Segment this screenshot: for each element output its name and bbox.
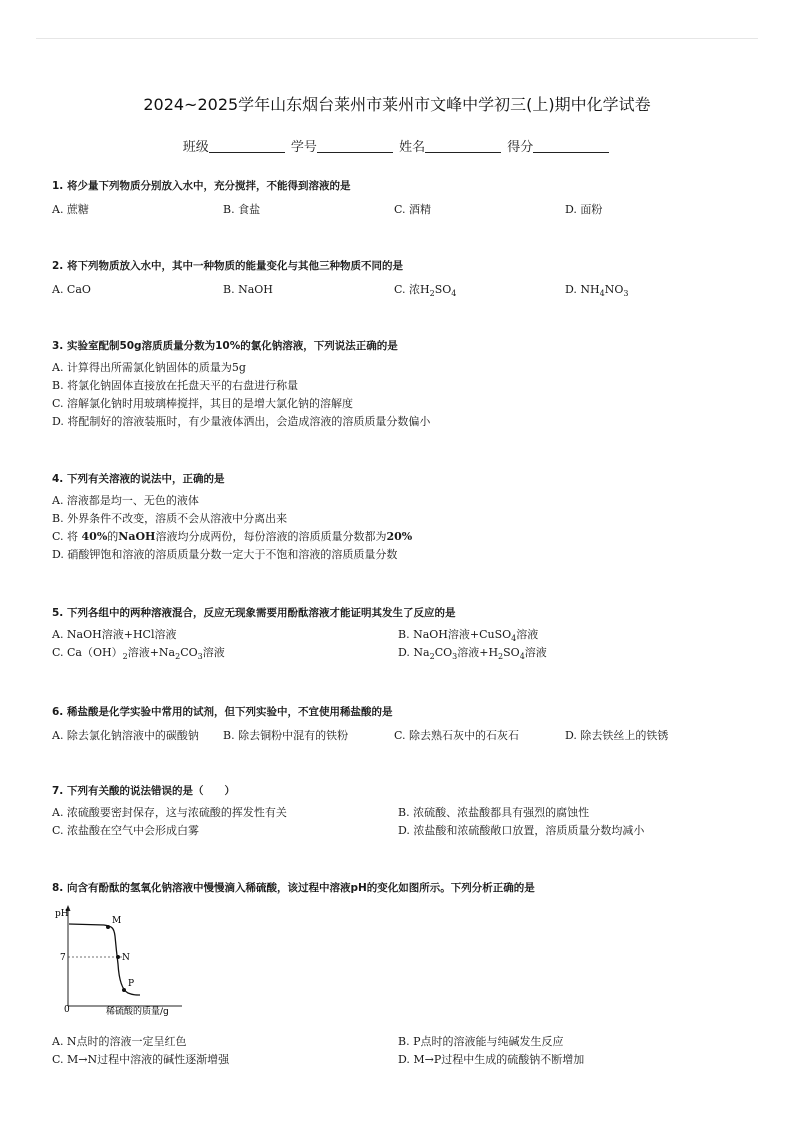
option-b[interactable]: B. 食盐 bbox=[223, 203, 261, 216]
question-stem: 3. 实验室配制50g溶质质量分数为10%的氯化钠溶液，下列说法正确的是 bbox=[52, 340, 398, 352]
y-axis-label: pH bbox=[55, 909, 69, 919]
number-label: 学号 bbox=[290, 140, 317, 155]
option-d[interactable]: D. M→P过程中生成的硫酸钠不断增加 bbox=[398, 1053, 585, 1066]
option-b[interactable]: B. P点时的溶液能与纯碱发生反应 bbox=[398, 1035, 564, 1048]
option-text: 溶液 bbox=[524, 646, 547, 659]
option-c[interactable]: C. 除去熟石灰中的石灰石 bbox=[394, 729, 520, 742]
option-text: 溶液 bbox=[202, 646, 225, 659]
option-text: 溶液+Na bbox=[127, 646, 176, 659]
class-label: 班级 bbox=[182, 140, 209, 155]
option-c[interactable]: C. 溶解氯化钠时用玻璃棒搅拌，其目的是增大氯化钠的溶解度 bbox=[52, 397, 354, 410]
score-label: 得分 bbox=[507, 140, 534, 155]
point-p bbox=[122, 988, 126, 992]
origin-label: 0 bbox=[64, 1005, 70, 1015]
page-title: 2024~2025学年山东烟台莱州市莱州市文峰中学初三(上)期中化学试卷 bbox=[143, 95, 651, 114]
option-text: D. NH bbox=[565, 283, 600, 296]
option-text: NO bbox=[604, 283, 624, 296]
question-stem: 8. 向含有酚酞的氢氧化钠溶液中慢慢滴入稀硫酸，该过程中溶液pH的变化如图所示。下列分析正确的是 bbox=[52, 882, 535, 894]
option-a[interactable]: A. 浓硫酸要密封保存，这与浓硫酸的挥发性有关 bbox=[52, 806, 287, 819]
question-2 bbox=[52, 258, 754, 298]
option-c[interactable]: C. 酒精 bbox=[394, 203, 432, 216]
point-n-label: N bbox=[122, 953, 130, 963]
ph-curve-graph bbox=[52, 902, 192, 1020]
bold-text: 20% bbox=[386, 530, 413, 543]
options bbox=[52, 359, 754, 431]
question-7 bbox=[52, 783, 754, 840]
option-b[interactable]: B. 除去铜粉中混有的铁粉 bbox=[223, 729, 349, 742]
question-stem: 7. 下列有关酸的说法错误的是（ ） bbox=[52, 785, 235, 797]
option-text: D. Na bbox=[398, 646, 430, 659]
option-text: CO bbox=[180, 646, 198, 659]
options bbox=[52, 626, 754, 662]
option-a[interactable]: A. CaO bbox=[52, 283, 91, 296]
bold-text: NaOH bbox=[118, 530, 156, 543]
question-stem: 5. 下列各组中的两种溶液混合，反应无现象需要用酚酞溶液才能证明其发生了反应的是 bbox=[52, 607, 456, 619]
option-c[interactable] bbox=[52, 528, 754, 546]
question-6 bbox=[52, 704, 754, 744]
option-a[interactable]: A. 除去氯化钠溶液中的碳酸钠 bbox=[52, 729, 199, 742]
question-stem: 6. 稀盐酸是化学实验中常用的试剂，但下列实验中，不宜使用稀盐酸的是 bbox=[52, 706, 393, 718]
subscript: 3 bbox=[623, 289, 629, 298]
question-5 bbox=[52, 605, 754, 662]
subscript: 2 bbox=[122, 652, 128, 661]
subscript: 3 bbox=[452, 652, 458, 661]
option-text: C. Ca（OH） bbox=[52, 646, 123, 659]
option-text: SO bbox=[434, 283, 452, 296]
tick-7-label: 7 bbox=[60, 953, 66, 963]
header-rule bbox=[36, 38, 758, 39]
option-a[interactable]: A. N点时的溶液一定呈红色 bbox=[52, 1035, 187, 1048]
option-d[interactable] bbox=[565, 282, 736, 298]
point-m-label: M bbox=[112, 916, 122, 926]
class-blank[interactable] bbox=[209, 140, 285, 153]
question-8 bbox=[52, 880, 754, 896]
option-b[interactable]: B. 将氯化钠固体直接放在托盘天平的右盘进行称量 bbox=[52, 379, 299, 392]
option-b[interactable]: B. NaOH bbox=[223, 283, 273, 296]
option-text: 溶液+H bbox=[457, 646, 499, 659]
subscript: 2 bbox=[175, 652, 181, 661]
bold-text: 40% bbox=[81, 530, 108, 543]
student-info bbox=[0, 136, 794, 155]
point-p-label: P bbox=[128, 979, 135, 989]
question-stem: 4. 下列有关溶液的说法中，正确的是 bbox=[52, 473, 225, 485]
option-d[interactable]: D. 将配制好的溶液装瓶时，有少量液体洒出，会造成溶液的溶质质量分数偏小 bbox=[52, 415, 431, 428]
score-blank[interactable] bbox=[533, 140, 609, 153]
option-d[interactable]: D. 硝酸钾饱和溶液的溶质质量分数一定大于不饱和溶液的溶质质量分数 bbox=[52, 548, 398, 561]
option-text: C. 浓H bbox=[394, 283, 430, 296]
option-a[interactable]: A. 蔗糖 bbox=[52, 203, 89, 216]
x-axis-label: 稀硫酸的质量/g bbox=[106, 1007, 169, 1017]
subscript: 2 bbox=[429, 652, 435, 661]
point-n bbox=[116, 955, 120, 959]
options bbox=[52, 202, 754, 218]
options bbox=[52, 1033, 754, 1069]
number-blank[interactable] bbox=[317, 140, 393, 153]
option-text: C. 将 bbox=[52, 530, 82, 543]
option-c[interactable]: C. 浓盐酸在空气中会形成白雾 bbox=[52, 824, 200, 837]
subscript: 2 bbox=[498, 652, 504, 661]
option-text: 的 bbox=[107, 530, 119, 543]
name-label: 姓名 bbox=[399, 140, 426, 155]
subscript: 2 bbox=[429, 289, 435, 298]
subscript: 4 bbox=[599, 289, 605, 298]
option-d[interactable]: D. 浓盐酸和浓硫酸敞口放置，溶质质量分数均减小 bbox=[398, 824, 645, 837]
option-d[interactable]: D. 面粉 bbox=[565, 203, 603, 216]
option-text: 溶液 bbox=[516, 628, 539, 641]
option-b[interactable]: B. 外界条件不改变，溶质不会从溶液中分离出来 bbox=[52, 512, 288, 525]
option-d[interactable]: D. 除去铁丝上的铁锈 bbox=[565, 729, 669, 742]
option-text: SO bbox=[503, 646, 520, 659]
subscript: 4 bbox=[451, 289, 457, 298]
point-m bbox=[106, 925, 110, 929]
question-1 bbox=[52, 178, 754, 218]
option-a[interactable]: A. 计算得出所需氯化钠固体的质量为5g bbox=[52, 361, 246, 374]
options bbox=[52, 728, 754, 744]
subscript: 4 bbox=[519, 652, 525, 661]
options bbox=[52, 492, 754, 564]
question-stem: 1. 将少量下列物质分别放入水中，充分搅拌，不能得到溶液的是 bbox=[52, 180, 351, 192]
subscript: 4 bbox=[511, 634, 517, 643]
option-b[interactable] bbox=[398, 626, 744, 644]
option-a[interactable]: A. 溶液都是均一、无色的液体 bbox=[52, 494, 199, 507]
option-d[interactable] bbox=[398, 644, 744, 662]
option-text: B. NaOH溶液+CuSO bbox=[398, 628, 512, 641]
option-text: CO bbox=[434, 646, 453, 659]
question-3 bbox=[52, 338, 754, 431]
option-text: 溶液均分成两份，每份溶液的溶质质量分数都为 bbox=[155, 530, 387, 543]
name-blank[interactable] bbox=[425, 140, 501, 153]
question-8-options bbox=[52, 1028, 754, 1069]
option-a[interactable]: A. NaOH溶液+HCl溶液 bbox=[52, 628, 177, 641]
options bbox=[52, 282, 754, 298]
option-c[interactable]: C. M→N过程中溶液的碱性逐渐增强 bbox=[52, 1053, 230, 1066]
question-4 bbox=[52, 471, 754, 564]
question-stem: 2. 将下列物质放入水中，其中一种物质的能量变化与其他三种物质不同的是 bbox=[52, 260, 403, 272]
option-b[interactable]: B. 浓硫酸、浓盐酸都具有强烈的腐蚀性 bbox=[398, 806, 590, 819]
option-c[interactable] bbox=[52, 644, 398, 662]
options bbox=[52, 804, 754, 840]
option-c[interactable] bbox=[394, 282, 565, 298]
subscript: 3 bbox=[197, 652, 203, 661]
